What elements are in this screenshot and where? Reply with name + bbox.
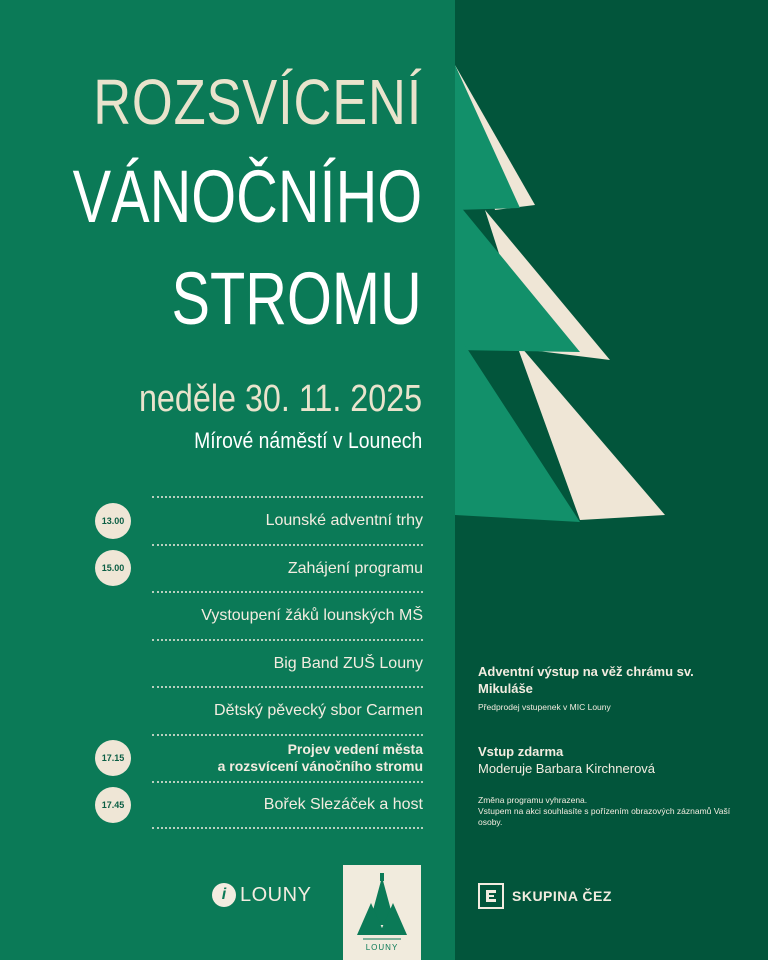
tower-info [478,664,738,713]
program-item [101,734,423,782]
program-item-label: Lounské adventní trhy [265,512,423,530]
entry-info [478,744,738,778]
cez-icon [478,883,504,909]
time-badge: 17.45 [95,787,131,823]
disclaimer-line-2: Vstupem na akci souhlasíte s pořízením obrazových záznamů Vaší osoby. [478,806,731,828]
program-item-label: Projev vedení města a rozsvícení vánočního stromu [217,741,423,775]
christmas-tree-graphic [440,60,680,530]
program-item [101,544,423,592]
event-date: neděle 30. 11. 2025 [138,378,422,420]
program-item [152,639,423,687]
event-place: Mírové náměstí v Lounech [193,428,422,453]
program-item-label: Bořek Slezáček a host [263,796,423,814]
tower-note: Předprodej vstupenek v MIC Louny [478,701,611,712]
program-item [152,686,423,734]
time-badge: 17.15 [95,740,131,776]
disclaimer [478,791,738,828]
time-badge: 13.00 [95,503,131,539]
program-item [152,591,423,639]
title-line-3: STROMU [171,257,422,340]
cez-logo-text: SKUPINA ČEZ [512,888,612,904]
tower-title: Adventní výstup na věž chrámu sv. Mikuláše [478,664,694,696]
louny-tree-logo [343,865,421,960]
program-list [95,496,423,829]
program-item-label: Zahájení programu [287,559,423,577]
disclaimer-line-1: Změna programu vyhrazena. [478,795,588,805]
program-item-label: Dětský pěvecký sbor Carmen [214,702,423,720]
louny-logo-text: LOUNY [240,883,312,906]
louny-i-icon: i [212,883,236,907]
program-item-label: Vystoupení žáků lounských MŠ [201,607,423,625]
program-item [101,496,423,544]
title-line-2: VÁNOČNÍHO [72,155,422,238]
program-item-label: Big Band ZUŠ Louny [273,654,423,672]
cez-logo [478,883,612,909]
louny-logo [212,883,311,907]
tree-logo-text: LOUNY [365,943,399,952]
title-line-1: ROZSVÍCENÍ [93,66,422,138]
entry-title: Vstup zdarma [478,744,564,759]
time-badge: 15.00 [95,550,131,586]
entry-text: Moderuje Barbara Kirchnerová [478,760,656,776]
program-item [101,781,423,829]
